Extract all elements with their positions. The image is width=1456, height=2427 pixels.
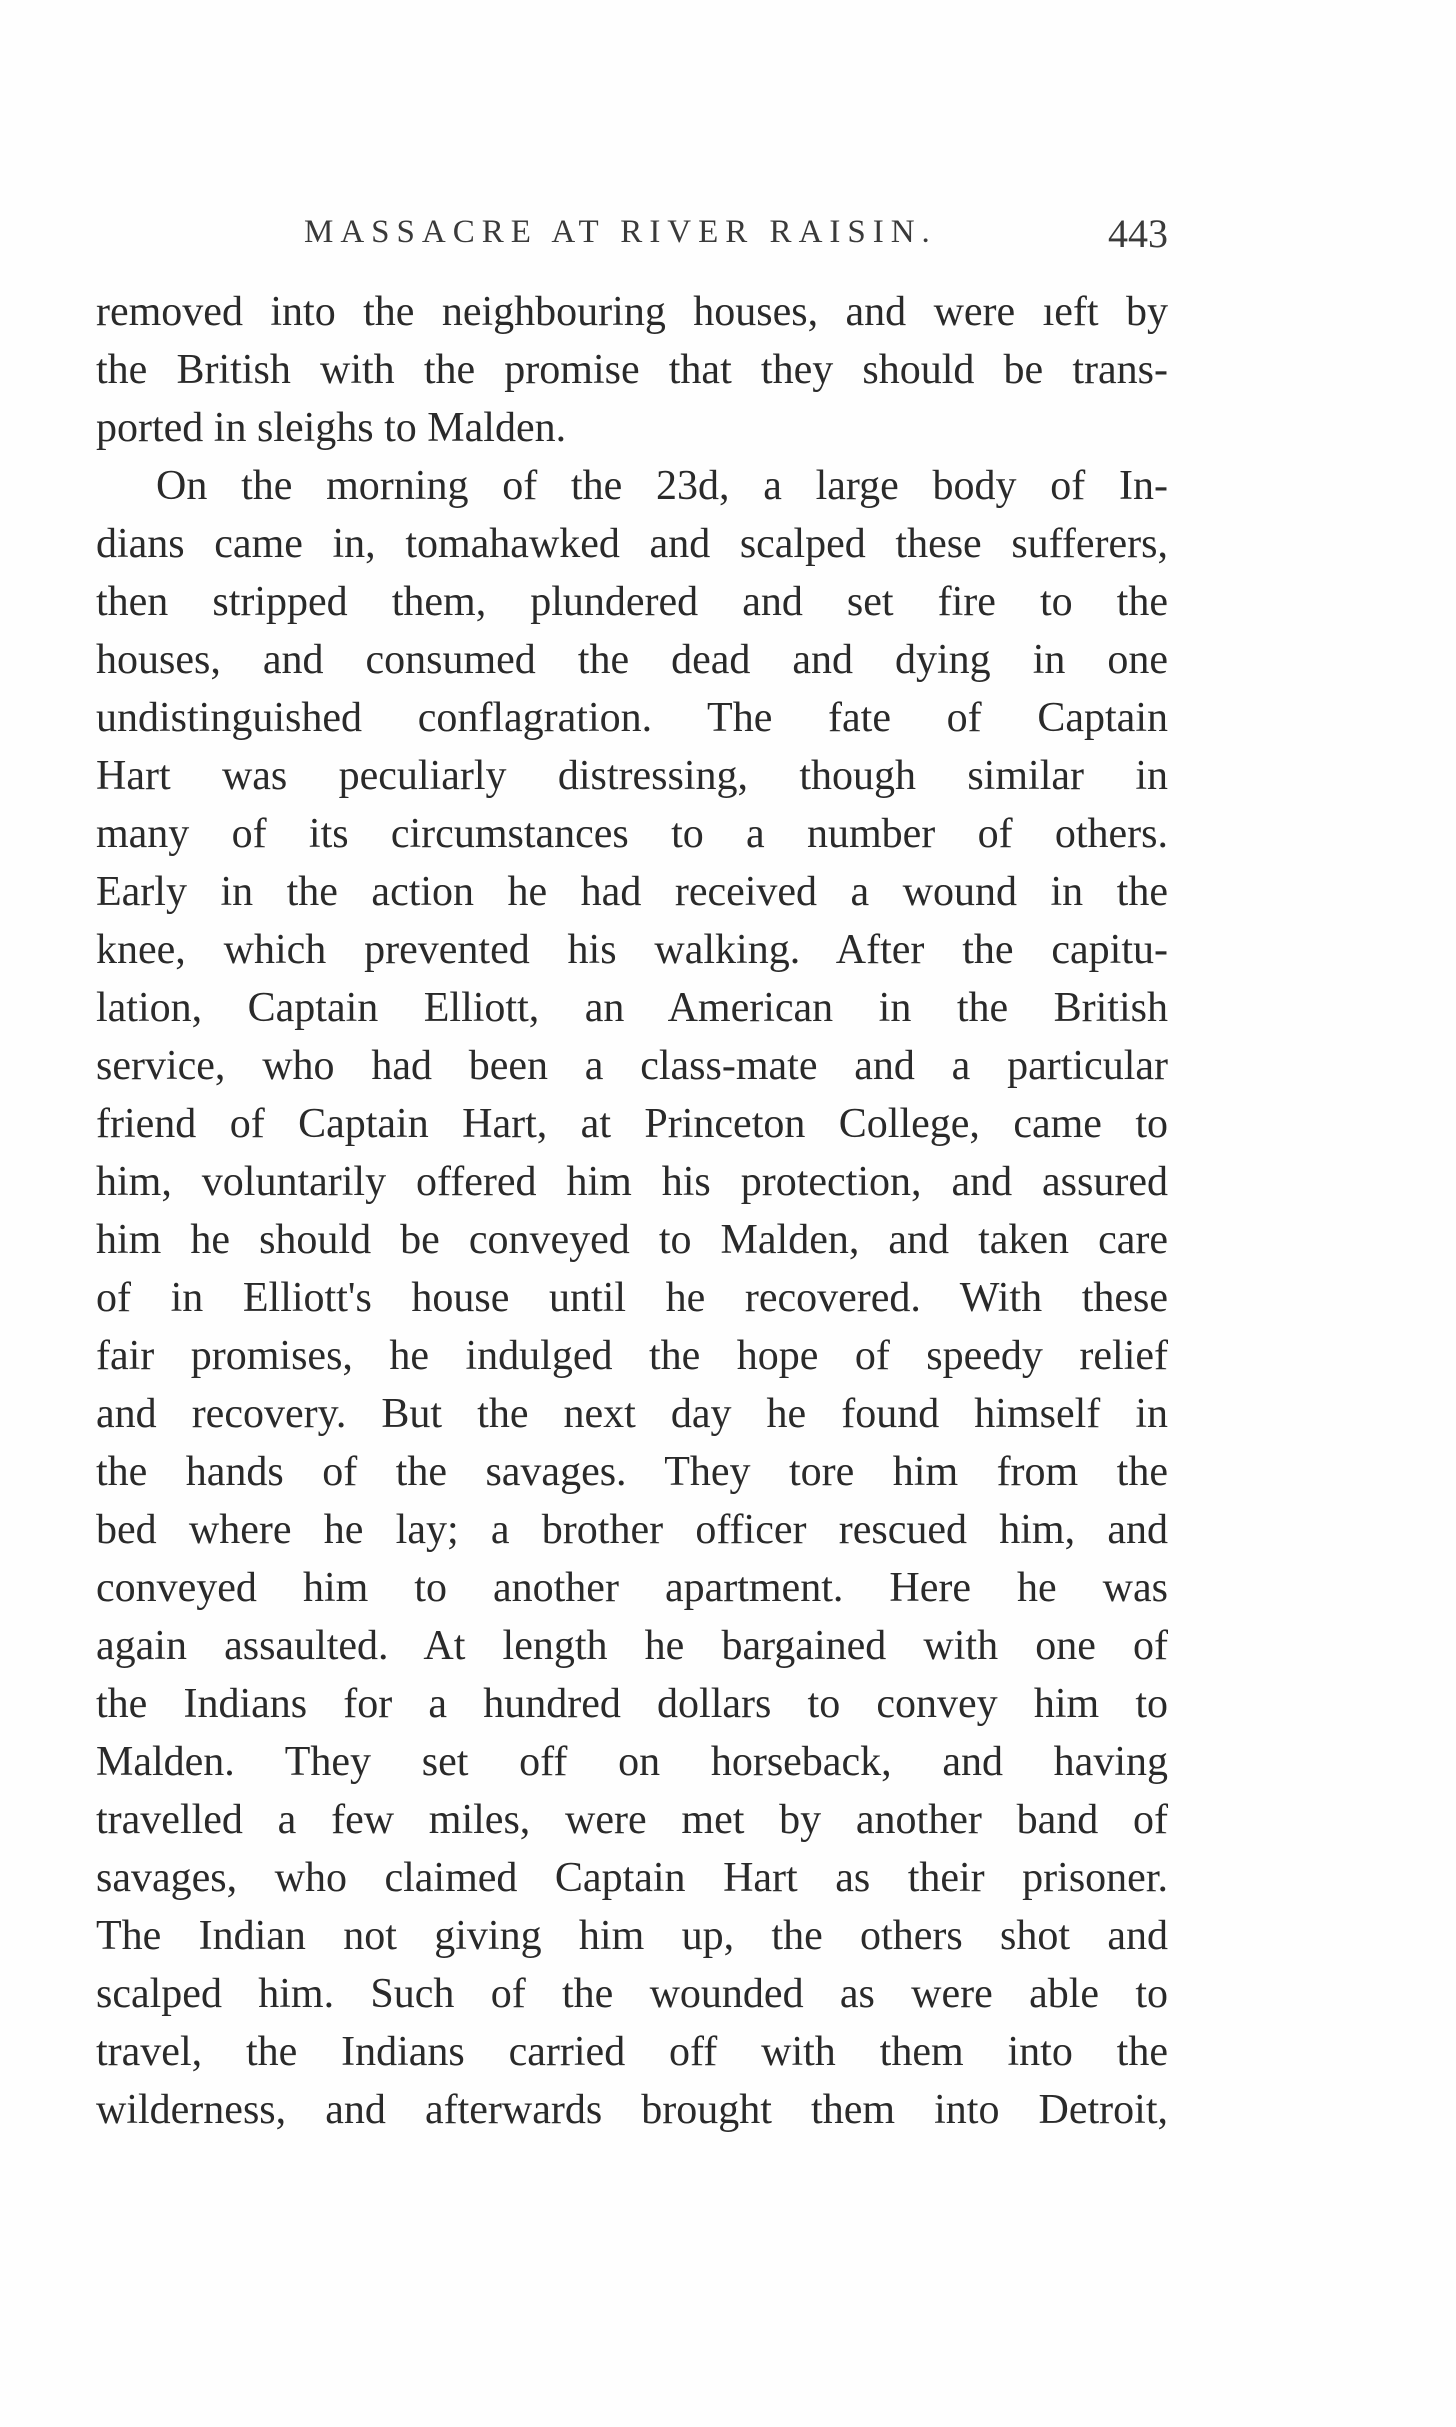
text-line: him, voluntarily offered him his protection, and assured (96, 1159, 1168, 1205)
text-line: of in Elliott's house until he recovered. With these (96, 1275, 1168, 1321)
text-line: The Indian not giving him up, the others shot and (96, 1913, 1168, 1959)
text-line: the British with the promise that they should be trans- (96, 347, 1168, 393)
text-line: Hart was peculiarly distressing, though similar in (96, 753, 1168, 799)
page-number: 443 (1108, 211, 1168, 256)
text-line: and recovery. But the next day he found himself in (96, 1391, 1168, 1437)
running-title: MASSACRE AT RIVER RAISIN. (304, 214, 937, 250)
text-line: travel, the Indians carried off with them into the (96, 2029, 1168, 2075)
text-line: houses, and consumed the dead and dying in one (96, 637, 1168, 683)
text-line: the hands of the savages. They tore him from the (96, 1449, 1168, 1495)
text-line: service, who had been a class-mate and a particular (96, 1043, 1168, 1089)
text-line: scalped him. Such of the wounded as were able to (96, 1971, 1168, 2017)
text-line: ported in sleighs to Malden. (96, 405, 567, 451)
text-line: fair promises, he indulged the hope of speedy relief (96, 1333, 1168, 1379)
text-line: conveyed him to another apartment. Here he was (96, 1565, 1168, 1611)
text-line: again assaulted. At length he bargained with one of (96, 1623, 1168, 1669)
text-line: removed into the neighbouring houses, and were ıeft by (96, 289, 1168, 335)
text-line: bed where he lay; a brother officer rescued him, and (96, 1507, 1168, 1553)
text-line: On the morning of the 23d, a large body of In- (156, 463, 1168, 509)
text-line: friend of Captain Hart, at Princeton College, came to (96, 1101, 1168, 1147)
text-line: Early in the action he had received a wound in the (96, 869, 1168, 915)
text-line: savages, who claimed Captain Hart as their prisoner. (96, 1855, 1168, 1901)
text-line: many of its circumstances to a number of others. (96, 811, 1168, 857)
running-head (96, 211, 1168, 264)
text-line: wilderness, and afterwards brought them into Detroit, (96, 2087, 1168, 2133)
text-line: undistinguished conflagration. The fate of Captain (96, 695, 1168, 741)
text-line: lation, Captain Elliott, an American in the British (96, 985, 1168, 1031)
text-line: the Indians for a hundred dollars to convey him to (96, 1681, 1168, 1727)
text-line: travelled a few miles, were met by another band of (96, 1797, 1168, 1843)
text-line: then stripped them, plundered and set fire to the (96, 579, 1168, 625)
body-text (96, 283, 1168, 2139)
text-line: Malden. They set off on horseback, and having (96, 1739, 1168, 1785)
text-line: him he should be conveyed to Malden, and taken care (96, 1217, 1168, 1263)
text-line: knee, which prevented his walking. After the capitu- (96, 927, 1168, 973)
text-line: dians came in, tomahawked and scalped these sufferers, (96, 521, 1168, 567)
